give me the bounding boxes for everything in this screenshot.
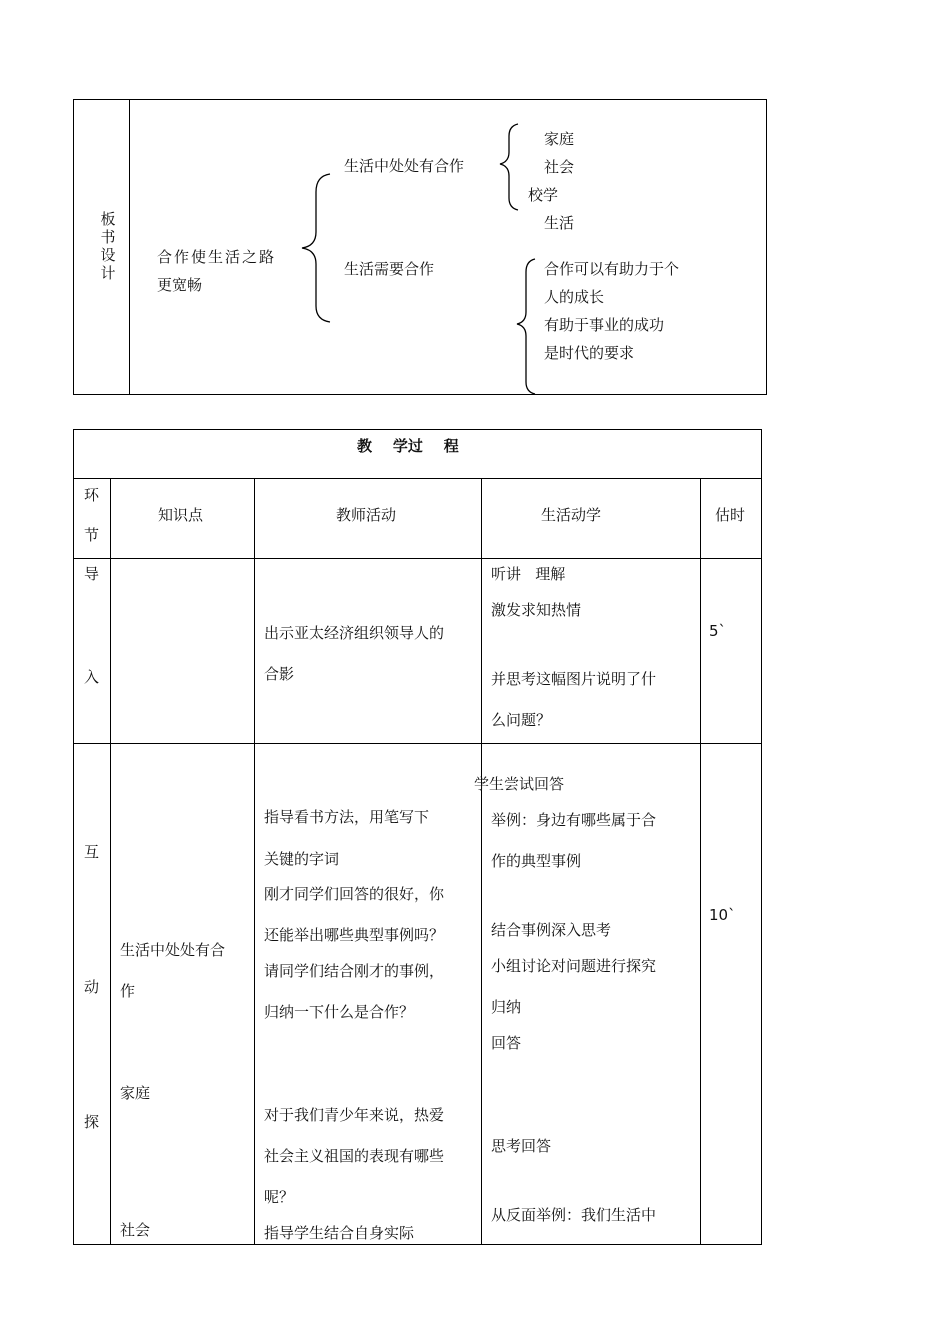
header-student: 生活动学: [541, 506, 602, 524]
row1-stage-1: 导: [84, 565, 100, 583]
lesson-title-bottom: [73, 478, 762, 479]
row2-stage-3: 探: [84, 1113, 100, 1131]
lesson-title: 教 学过 程: [357, 437, 459, 455]
header-knowledge: 知识点: [158, 506, 204, 524]
lesson-border-bottom: [73, 1244, 762, 1245]
row2-knowledge-3: 家庭: [120, 1084, 151, 1102]
row1-teacher-1: 出示亚太经济组织领导人的: [264, 624, 445, 642]
header-time: 估时: [715, 506, 746, 524]
row2-teacher-3: 刚才同学们回答的很好，你: [264, 885, 445, 903]
row2-time: 10`: [709, 906, 736, 924]
board-branch1-item: 校学: [528, 186, 559, 204]
board-branch2-item: 是时代的要求: [544, 344, 635, 362]
row2-student-8: 思考回答: [491, 1137, 552, 1155]
board-branch2-item: 人的成长: [544, 288, 605, 306]
row1-student-4: 么问题？: [491, 711, 552, 729]
board-main-line2: 更宽畅: [157, 276, 203, 294]
header-stage-2: 节: [84, 526, 100, 544]
row2-student-3: 作的典型事例: [491, 852, 582, 870]
board-branch2: 生活需要合作: [344, 260, 435, 278]
row1-student-2: 激发求知热情: [491, 601, 582, 619]
board-branch1-item: 社会: [544, 158, 575, 176]
board-branch2-item: 有助于事业的成功: [544, 316, 665, 334]
row1-time: 5`: [709, 622, 727, 640]
lesson-col-divider: [481, 478, 482, 1245]
lesson-col-divider: [110, 478, 111, 1245]
row2-student-9: 从反面举例：我们生活中: [491, 1206, 657, 1224]
row1-student-3: 并思考这幅图片说明了什: [491, 670, 657, 688]
row2-stage-1: 互: [84, 843, 100, 861]
lesson-border-top: [73, 429, 762, 430]
row2-teacher-1: 指导看书方法，用笔写下: [264, 808, 430, 826]
row2-teacher-5: 请同学们结合刚才的事例，: [264, 962, 445, 980]
branch1-brace: [500, 124, 518, 210]
board-main-line1: 合作使生活之路: [157, 248, 277, 266]
row1-teacher-2: 合影: [264, 665, 295, 683]
row2-stage-2: 动: [84, 978, 100, 996]
lesson-border-left: [73, 429, 74, 1245]
row2-student-2: 举例：身边有哪些属于合: [491, 811, 657, 829]
board-side-label: 板书设计: [100, 210, 116, 282]
board-branch1: 生活中处处有合作: [344, 157, 465, 175]
row2-knowledge-4: 社会: [120, 1221, 151, 1239]
row2-teacher-6: 归纳一下什么是合作？: [264, 1003, 415, 1021]
header-teacher: 教师活动: [336, 506, 397, 524]
row2-teacher-2: 关键的字词: [264, 850, 340, 868]
lesson-row1-bottom: [73, 743, 762, 744]
row2-teacher-9: 呢？: [264, 1188, 295, 1206]
row2-knowledge-2: 作: [120, 982, 136, 1000]
row2-student-7: 回答: [491, 1034, 522, 1052]
header-stage-1: 环: [84, 486, 100, 504]
lesson-border-right: [761, 429, 762, 1245]
row2-teacher-8: 社会主义祖国的表现有哪些: [264, 1147, 445, 1165]
lesson-header-bottom: [73, 558, 762, 559]
row2-student-4: 结合事例深入思考: [491, 921, 612, 939]
row2-knowledge-1: 生活中处处有合: [120, 941, 226, 959]
branch2-brace: [517, 259, 535, 394]
lesson-col-divider: [700, 478, 701, 1245]
row2-teacher-7: 对于我们青少年来说，热爱: [264, 1106, 445, 1124]
main-brace: [302, 174, 330, 322]
row2-student-5: 小组讨论对问题进行探究: [491, 957, 657, 975]
board-branch2-item: 合作可以有助力于个: [544, 260, 680, 278]
lesson-col-divider: [254, 478, 255, 1245]
row2-teacher-4: 还能举出哪些典型事例吗？: [264, 926, 445, 944]
row2-student-1: 学生尝试回答: [474, 775, 565, 793]
row2-teacher-10: 指导学生结合自身实际: [264, 1224, 415, 1242]
board-branch1-item: 生活: [544, 214, 575, 232]
row2-student-6: 归纳: [491, 998, 522, 1016]
board-branch1-item: 家庭: [544, 130, 575, 148]
row1-student-1: 听讲 理解: [491, 565, 566, 583]
row1-stage-2: 入: [84, 668, 100, 686]
